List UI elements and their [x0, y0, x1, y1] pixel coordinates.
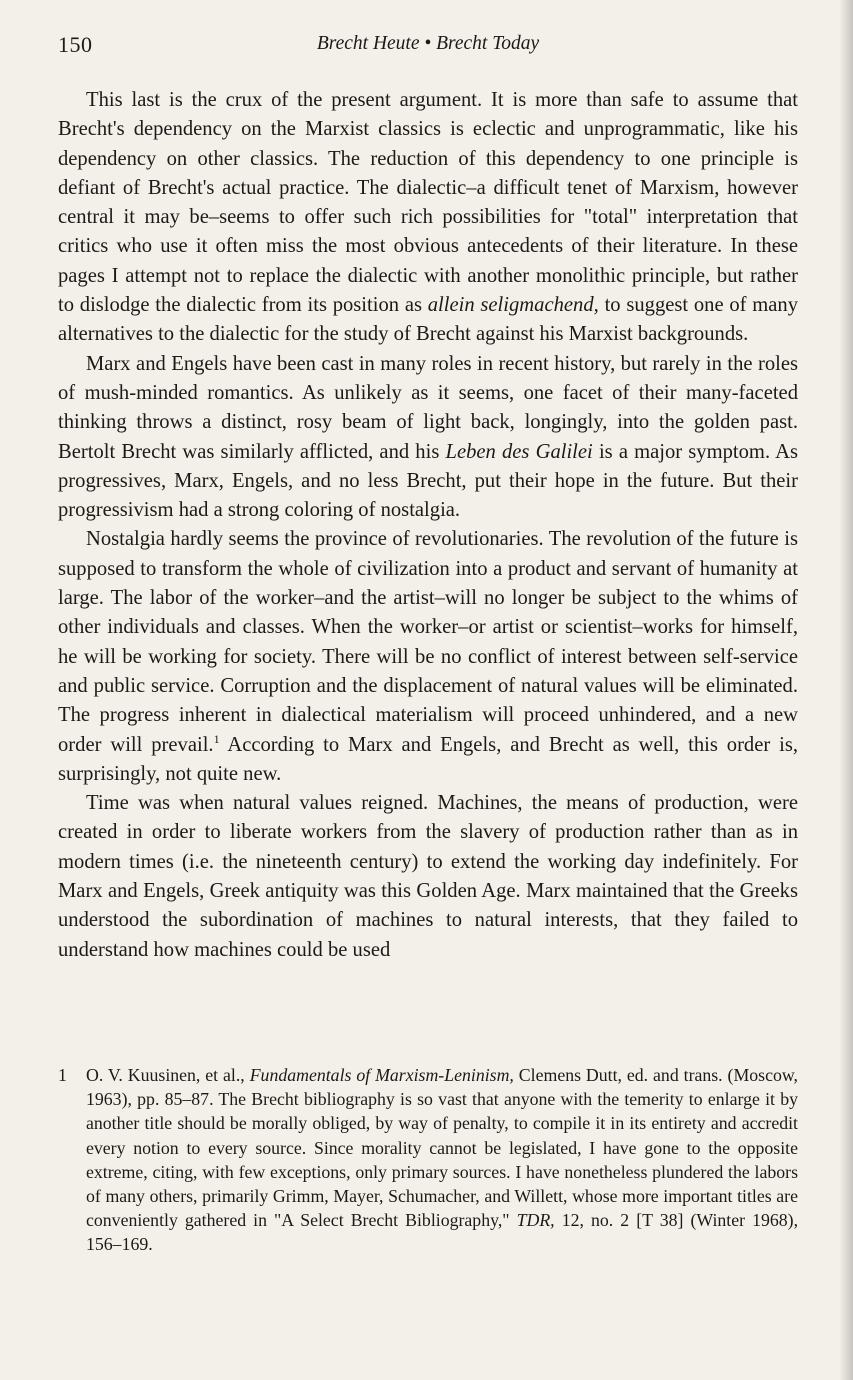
body-text: [58, 86, 798, 965]
footnote-italic-journal: TDR,: [516, 1210, 555, 1231]
footnotes: [58, 1063, 798, 1257]
footnote-text-mid: Clemens Dutt, ed. and trans. (Moscow, 1963), pp. 85–87. The Brecht bibliography is so vast that anyone with the temerity to enlarge it by another title should be morally obliged, by way of penalty, to compile it in its entirety and accredit every notion to every source. Since morality cannot be legislated, I have gone to the opposite extreme, citing, with few exceptions, only primary sources. I have nonetheless plundered the labors of many others, primarily Grimm, Mayer, Schumacher, and Willett, whose more important titles are conveniently gathered in "A Select Brecht Bibliography,": [86, 1065, 798, 1231]
page-edge-shadow: [839, 0, 853, 1380]
footnote-reference[interactable]: 1: [213, 731, 220, 746]
footnote-text-after: 12, no. 2 [T 38] (Winter 1968), 156–169.: [86, 1210, 799, 1255]
page-header: [58, 30, 798, 64]
paragraph-2-text-after: is a major symptom. As progressives, Marx, Engels, and no less Brecht, put their hope in the future. But their progressivism had a strong coloring of nostalgia.: [58, 440, 798, 522]
paragraph-1-text-after: to suggest one of many alternatives to the dialectic for the study of Brecht against his Marxist backgrounds.: [58, 294, 799, 346]
paragraph-4: [58, 789, 798, 965]
footnote-text: O. V. Kuusinen, et al.,: [86, 1065, 245, 1085]
paragraph-1-text: This last is the crux of the present argument. It is more than safe to assume that Brecht's dependency on the Marxist classics is eclectic and unprogrammatic, like his dependency on other classics. The reduction of this dependency to one principle is defiant of Brecht's actual practice. The dialectic–a difficult tenet of Marxism, however central it may be–seems to offer such rich possibilities for "total" interpretation that critics who use it often miss the most obvious antecedents of their literature. In these pages I attempt not to replace the dialectic with another monolithic principle, but rather to dislodge the dialectic from its position as: [58, 89, 798, 317]
page-number: 150: [58, 32, 93, 57]
paragraph-1-italic: allein seligmachend,: [427, 294, 599, 317]
running-head: Brecht Heute • Brecht Today: [316, 33, 540, 54]
paragraph-3-text: Nostalgia hardly seems the province of revolutionaries. The revolution of the future is supposed to transform the whole of civilization into a product and servant of humanity at large. The labor of the worker–and the artist–will no longer be subject to the whims of other individuals and classes. When the worker–or artist or scientist–works for himself, he will be working for society. There will be no conflict of interest between self-service and public service. Corruption and the displacement of natural values will be eliminated. The progress inherent in dialectical materialism will proceed unhindered, and a new order will prevail.: [58, 528, 798, 756]
paragraph-1: [58, 86, 798, 350]
paragraph-2-italic: Leben des Galilei: [445, 440, 593, 463]
paragraph-3: [58, 525, 798, 789]
footnote-italic-title: Fundamentals of Marxism-Leninism,: [249, 1065, 514, 1085]
footnote-number: 1: [58, 1065, 67, 1085]
paragraph-2-text: Marx and Engels have been cast in many roles in recent history, but rarely in the roles of mush-minded romantics. As unlikely as it seems, one facet of their many-faceted thinking throws a distinct, rosy beam of light back, longingly, into the golden past. Bertolt Brecht was similarly afflicted, and his: [58, 352, 798, 463]
paragraph-3-text-after: According to Marx and Engels, and Brecht as well, this order is, surprisingly, not quite new.: [58, 733, 798, 785]
paragraph-4-text: Time was when natural values reigned. Machines, the means of production, were created in order to liberate workers from the slavery of production rather than as in modern times (i.e. the nineteenth century) to extend the working day indefinitely. For Marx and Engels, Greek antiquity was this Golden Age. Marx maintained that the Greeks understood the subordination of machines to natural interests, that they failed to understand how machines could be used: [58, 792, 798, 961]
paragraph-2: [58, 350, 798, 526]
footnote-1: [58, 1063, 798, 1257]
